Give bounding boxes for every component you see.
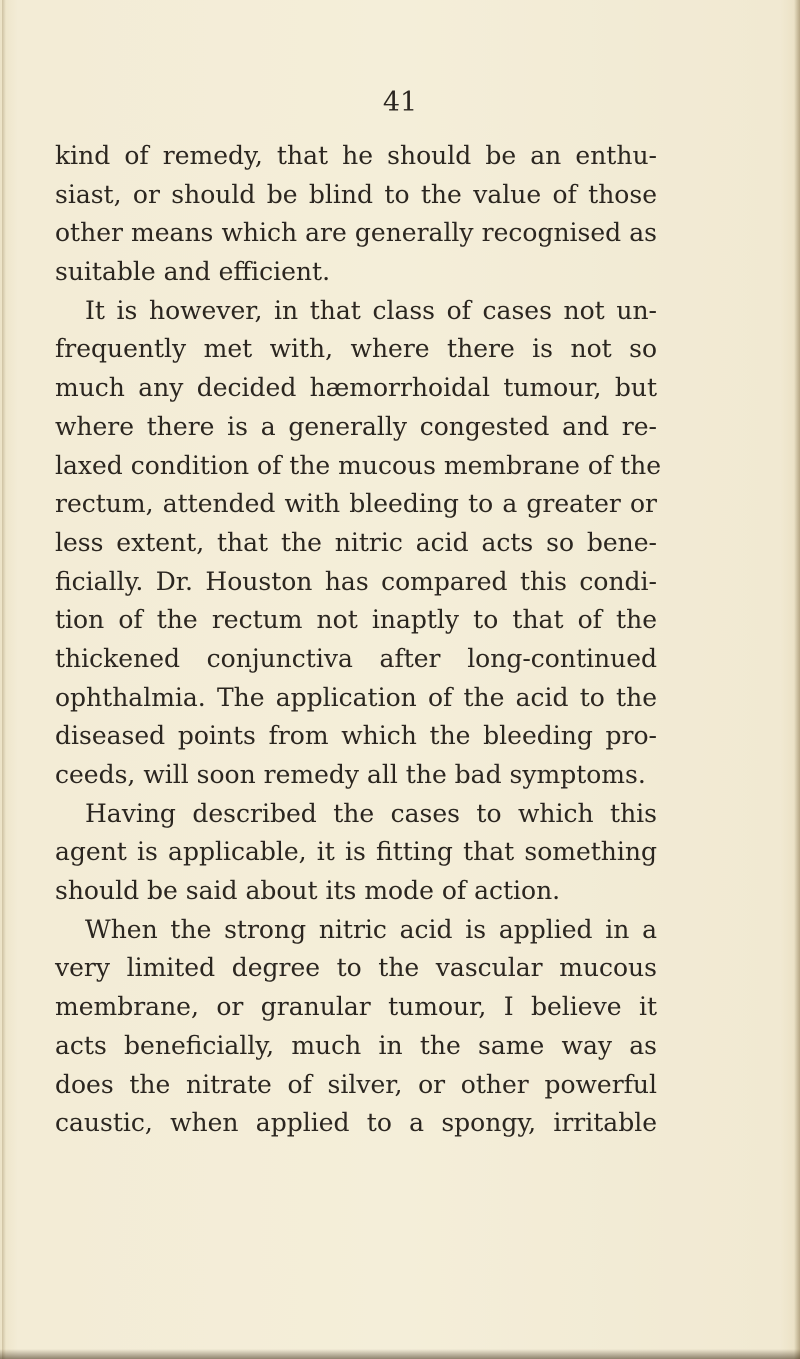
text-line: It is however, in that class of cases not un- <box>85 295 657 325</box>
text-line: rectum, attended with bleeding to a greater or <box>55 489 657 519</box>
text-line: much any decided hæmorrhoidal tumour, but <box>55 373 657 403</box>
text-line: frequently met with, where there is not so <box>55 334 657 364</box>
text-line: acts beneficially, much in the same way as <box>55 1030 657 1060</box>
text-line: ceeds, will soon remedy all the bad symptoms. <box>55 760 646 789</box>
text-line: laxed condition of the mucous membrane of the <box>55 450 662 480</box>
text-line: ophthalmia. The application of the acid to the <box>55 682 657 712</box>
page-bottom-edge <box>0 1349 800 1359</box>
text-line: thickened conjunctiva after long-continued <box>55 643 657 673</box>
text-line: siast, or should be blind to the value of those <box>55 179 657 209</box>
text-line: diseased points from which the bleeding pro- <box>55 721 657 751</box>
text-line: membrane, or granular tumour, I believe it <box>55 992 657 1022</box>
text-line: should be said about its mode of action. <box>55 876 561 906</box>
text-line: does the nitrate of silver, or other powerful <box>55 1069 657 1099</box>
page-right-edge <box>794 0 800 1359</box>
text-line: kind of remedy, that he should be an enthu- <box>55 141 657 170</box>
text-line: caustic, when applied to a spongy, irritable <box>55 1108 657 1138</box>
text-line: other means which are generally recognised as <box>55 218 657 248</box>
text-line: suitable and efficient. <box>55 257 331 287</box>
text-line: Having described the cases to which this <box>85 798 657 828</box>
text-line: tion of the rectum not inaptly to that of the <box>55 605 657 635</box>
page-number: 41 <box>382 87 418 118</box>
text-line: less extent, that the nitric acid acts so bene- <box>55 527 657 557</box>
text-line: where there is a generally congested and re- <box>55 411 657 441</box>
text-line: When the strong nitric acid is applied in a <box>85 914 657 944</box>
text-line: ficially. Dr. Houston has compared this condi- <box>55 566 657 596</box>
body-text <box>55 137 662 1143</box>
text-line: agent is applicable, it is fitting that something <box>55 837 657 867</box>
page-left-edge <box>2 0 6 1359</box>
text-line: very limited degree to the vascular mucous <box>55 953 657 983</box>
